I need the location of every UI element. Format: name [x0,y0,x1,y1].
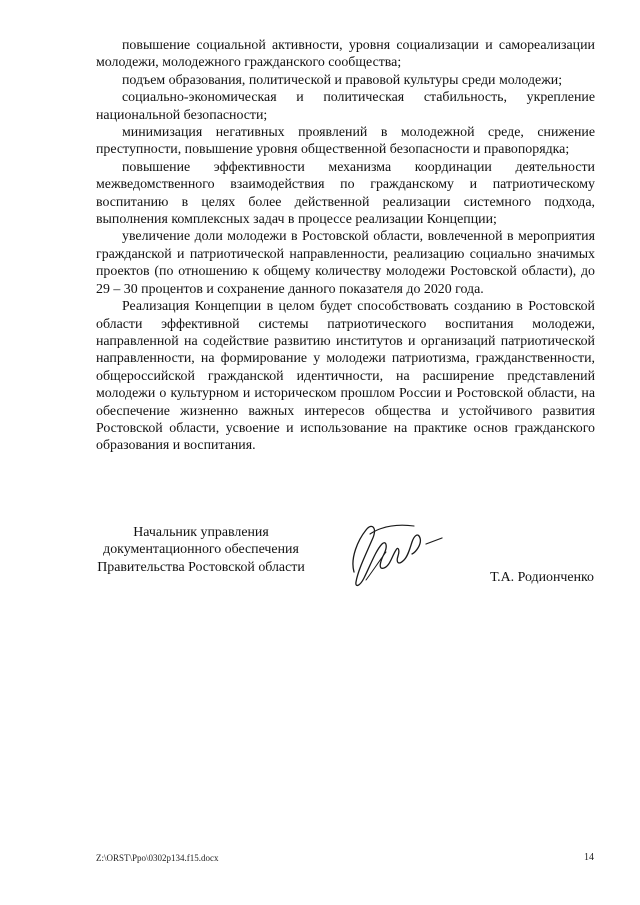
signatory-name: Т.А. Родионченко [490,570,594,585]
footer-file-path: Z:\ORST\Ppo\0302p134.f15.docx [96,853,219,863]
paragraph-social-activity: повышение социальной активности, уровня социализации и самореализации молодежи, молодежного гражданского сообщества; [96,38,595,71]
paragraph-concept-summary: Реализация Концепции в целом будет способствовать созданию в Ростовской области эффективной системы патриотического воспитания молодежи, направленной на содействие развитию институтов и организаций патриотической направленности, на формирование у молодежи патриотизма, гражданственности, общероссийской гражданской идентичности, на расширение представлений молодежи о культурном и историческом прошлом России и Ростовской области, на обеспечение жизненно важных интересов общества и устойчивого развития Ростовской области, усвоение и использование на практике основ гражданского образования и воспитания. [96,299,595,454]
paragraph-coordination: повышение эффективности механизма координации деятельности межведомственного взаимодействия по гражданскому и патриотическому воспитанию в целях более действенной реализации системного подхода, выполнения комплексных задач в процессе реализации Концепции; [96,159,595,228]
handwritten-signature [336,510,456,595]
signatory-title-line: документационного обеспечения [103,542,299,558]
document-body [96,37,595,455]
paragraph-youth-share: увеличение доли молодежи в Ростовской области, вовлеченной в мероприятия гражданской и патриотической направленности, реализацию социально значимых проектов (по отношению к общему количеству молодежи Ростовской области), до 29 – 30 процентов и сохранение данного показателя до 2020 года. [96,229,595,297]
paragraph-stability: социально-экономическая и политическая стабильность, укрепление национальной безопасности; [96,90,595,123]
signatory-title-line: Правительства Ростовской области [97,559,305,575]
page-number: 14 [584,852,594,863]
signatory-title [96,524,306,576]
paragraph-education: подъем образования, политической и правовой культуры среди молодежи; [122,72,563,88]
signatory-title-line: Начальник управления [133,525,269,540]
paragraph-crime-reduction: минимизация негативных проявлений в молодежной среде, снижение преступности, повышение уровня общественной безопасности и правопорядка; [96,125,595,158]
